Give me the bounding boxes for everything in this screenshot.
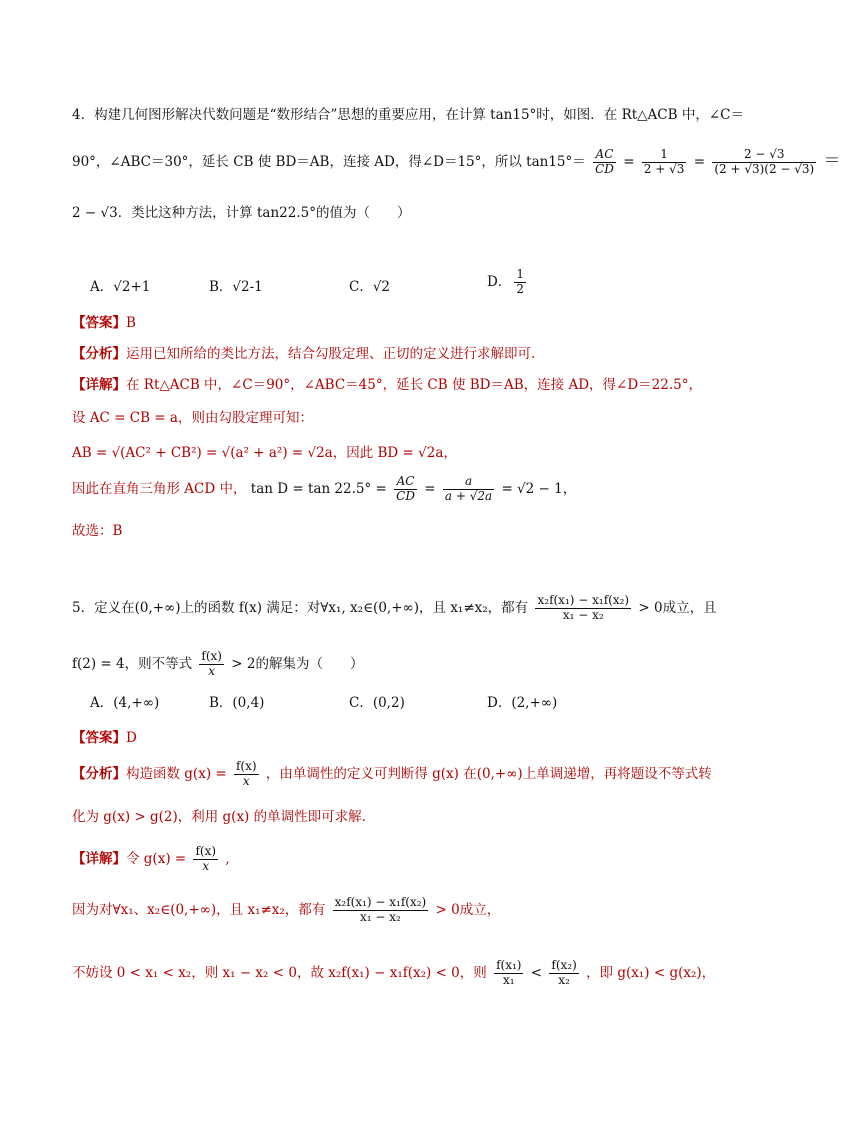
frac-den: CD	[595, 162, 614, 176]
detail-text: 令 g(x) =	[126, 850, 187, 867]
q4-analysis	[72, 342, 535, 362]
frac-fx-x	[199, 650, 224, 679]
q5-line2	[72, 650, 363, 679]
frac-num: x₂f(x₁) − x₁f(x₂)	[334, 895, 427, 909]
q4-line2-text: 90°，∠ABC＝30°，延长 CB 使 BD＝AB，连接 AD，得∠D＝15°，所以 tan15°＝	[72, 154, 586, 170]
frac-den: x₁ − x₂	[562, 607, 604, 622]
equals-double: ＝	[823, 151, 841, 171]
equals: =	[623, 154, 635, 170]
frac-den: x	[208, 663, 216, 678]
q4-line3	[72, 201, 410, 221]
frac-num: f(x)	[201, 649, 222, 663]
q4-line1: 4．构建几何图形解决代数问题是“数形结合”思想的重要应用，在计算 tan15°时，如图．在 Rt△ACB 中，∠C＝	[72, 107, 744, 123]
frac-den: x	[242, 773, 250, 788]
q5-analysis	[72, 760, 712, 789]
q4-answer	[72, 311, 136, 331]
frac-half	[514, 268, 526, 297]
frac-fx-x-3	[193, 845, 218, 874]
option-d-label: D．	[487, 273, 512, 290]
frac-num: x₂f(x₁) − x₁f(x₂)	[537, 593, 630, 607]
detail4-text: 因此在直角三角形 ACD 中，	[72, 480, 247, 497]
answer-tag: 【答案】	[72, 730, 126, 746]
frac-ac-cd	[593, 148, 616, 177]
q5-line2-end: > 2的解集为（ ）	[231, 655, 364, 672]
q5-detail	[72, 845, 230, 874]
q5-line1-text: 5．定义在(0,+∞)上的函数 f(x) 满足：对∀x₁, x₂∈(0,+∞)，且 x₁≠x₂，都有	[72, 599, 529, 616]
q5-option-d[interactable]: D．(2,+∞)	[487, 695, 558, 711]
q4-option-d[interactable]	[487, 268, 529, 297]
detail2-end: > 0成立，	[435, 901, 501, 918]
q5-line1	[72, 594, 717, 623]
equals: =	[424, 480, 436, 497]
tan-result: = √2 − 1，	[501, 480, 577, 497]
frac-q5-cond	[535, 594, 631, 623]
frac-den: (2 + √3)(2 − √3)	[714, 162, 815, 176]
frac-num: AC	[394, 475, 417, 490]
detail3-text: 不妨设 0 < x₁ < x₂，则 x₁ − x₂ < 0，故 x₂f(x₁) − x₁f(x₂) < 0，则	[72, 964, 487, 981]
frac-q5-cond-2	[333, 896, 429, 925]
answer-value: D	[126, 730, 137, 746]
frac-den: x₁ − x₂	[360, 909, 401, 924]
q4-final: 故选：B	[72, 523, 123, 539]
frac-fx1-x1	[494, 959, 523, 988]
frac-num: f(x)	[235, 759, 257, 773]
frac-ac-cd-2	[394, 475, 417, 504]
q4-detail3: AB = √(AC² + CB²) = √(a² + a²) = √2a，因此 BD = √2a，	[72, 445, 457, 461]
detail-tag: 【详解】	[72, 377, 126, 393]
less-than: <	[530, 964, 543, 981]
q4-detail4	[72, 475, 576, 504]
q4-line3-text: ．类比这种方法，计算 tan22.5°的值为（ ）	[117, 205, 411, 221]
frac-fx2-x2	[549, 959, 578, 988]
frac-den: x₁	[502, 972, 515, 987]
q4-option-a[interactable]: A．√2+1	[90, 279, 151, 295]
detail-text: 在 Rt△ACB 中，∠C＝90°，∠ABC＝45°，延长 CB 使 BD＝AB，连接 AD，得∠D＝22.5°，	[126, 377, 702, 393]
frac-rationalized	[712, 148, 816, 177]
frac-den: CD	[396, 488, 415, 503]
analysis-tag: 【分析】	[72, 346, 126, 362]
result-2-minus-sqrt3: 2 − √3	[72, 205, 118, 221]
q4-option-b[interactable]: B．√2-1	[209, 279, 263, 295]
analysis-tag: 【分析】	[72, 765, 126, 782]
frac-1-over	[642, 148, 687, 177]
answer-tag: 【答案】	[72, 315, 126, 331]
frac-den: 2	[516, 281, 524, 296]
frac-den: 2 + √3	[643, 162, 685, 176]
detail3-end: ，即 g(x₁) < g(x₂)，	[586, 964, 716, 981]
equals: =	[693, 154, 706, 170]
tan-expression: tan D = tan 22.5° =	[250, 480, 387, 497]
frac-a	[443, 475, 494, 504]
q5-line1-end: > 0成立，且	[638, 599, 717, 616]
comma: ,	[225, 850, 230, 867]
analysis-text: 运用已知所给的类比方法，结合勾股定理、正切的定义进行求解即可.	[126, 346, 536, 362]
detail2-text: 因为对∀x₁、x₂∈(0,+∞)，且 x₁≠x₂，都有	[72, 901, 326, 918]
frac-num: AC	[593, 148, 616, 163]
frac-num: 2 − √3	[712, 148, 816, 163]
q5-detail2	[72, 896, 500, 925]
frac-num: f(x₂)	[551, 958, 577, 972]
q4-detail2: 设 AC = CB = a，则由勾股定理可知：	[72, 410, 313, 426]
q4-option-c[interactable]: C．√2	[349, 279, 391, 295]
frac-den: a + √2a	[444, 488, 493, 503]
q4-detail	[72, 373, 702, 393]
frac-den: x₂	[558, 972, 570, 987]
frac-fx-x-2	[234, 760, 259, 789]
answer-value: B	[126, 315, 136, 331]
frac-num: f(x₁)	[496, 958, 522, 972]
frac-den: x	[202, 858, 210, 873]
detail-tag: 【详解】	[72, 850, 126, 867]
q5-answer	[72, 726, 137, 746]
q5-detail3	[72, 959, 715, 988]
q4-line2	[72, 146, 841, 177]
frac-num: 1	[642, 148, 687, 163]
frac-num: 1	[516, 267, 524, 281]
q5-option-a[interactable]: A．(4,+∞)	[90, 695, 160, 711]
analysis-text: 构造函数 g(x) =	[126, 765, 227, 782]
analysis-text-end: ，由单调性的定义可判断得 g(x) 在(0,+∞)上单调递增，再将题设不等式转	[265, 765, 712, 782]
q5-line2-text: f(2) = 4，则不等式	[72, 655, 193, 672]
frac-num: f(x)	[195, 844, 217, 858]
frac-num: a	[443, 475, 494, 490]
q5-option-b[interactable]: B．(0,4)	[209, 695, 265, 711]
q5-option-c[interactable]: C．(0,2)	[349, 695, 405, 711]
q5-analysis2: 化为 g(x) > g(2)，利用 g(x) 的单调性即可求解.	[72, 809, 366, 825]
